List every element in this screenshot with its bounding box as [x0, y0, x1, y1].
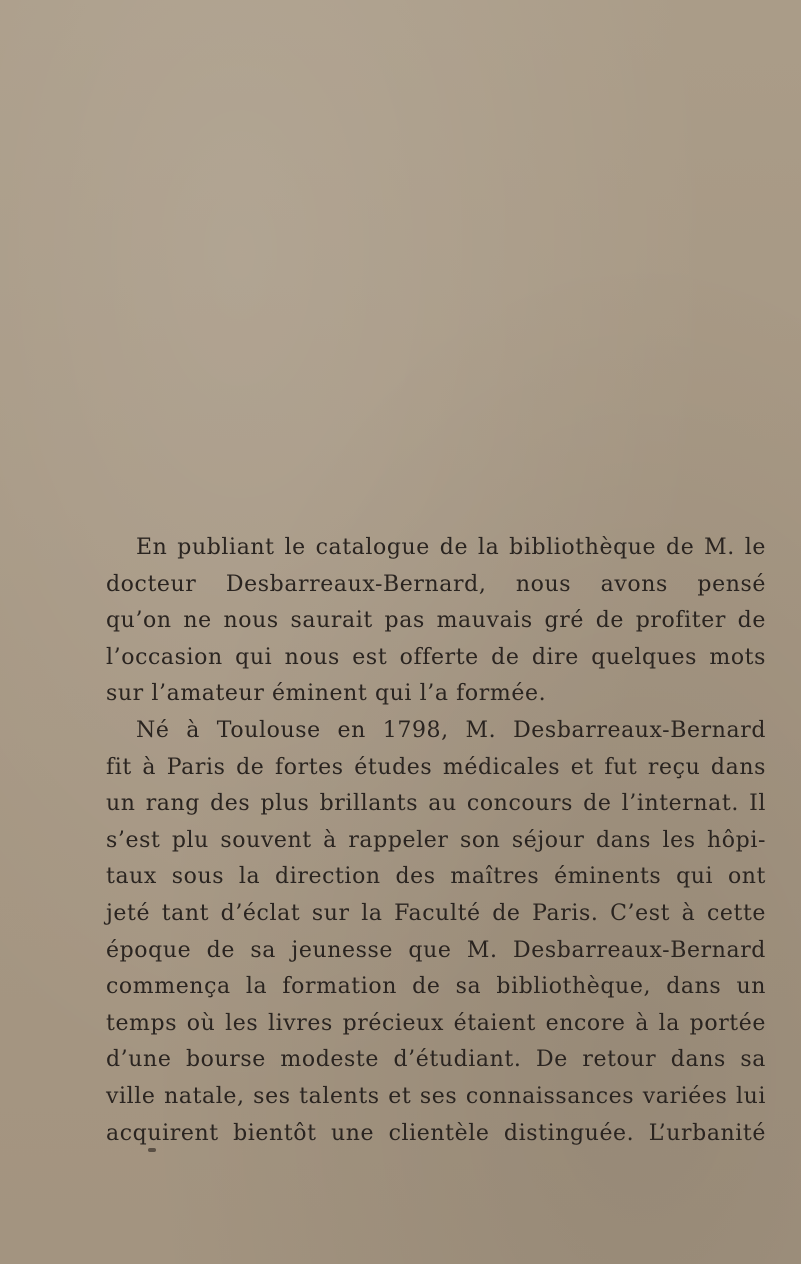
text-line: époque de sa jeunesse que M. Desbarreaux-Bernard [106, 937, 766, 963]
text-line: ville natale, ses talents et ses connaissances variées lui [106, 1083, 766, 1109]
text-line: jeté tant d’éclat sur la Faculté de Paris. C’est à cette [106, 900, 766, 926]
paragraph-1 [106, 530, 766, 713]
text-line: d’une bourse modeste d’étudiant. De retour dans sa [106, 1047, 766, 1073]
text-line: qu’on ne nous saurait pas mauvais gré de profiter de [106, 608, 766, 634]
text-line: acquirent bientôt une clientèle distinguée. L’urbanité [106, 1120, 766, 1146]
text-line: Né à Toulouse en 1798, M. Desbarreaux-Bernard [136, 717, 766, 743]
text-line: sur l’amateur éminent qui l’a formée. [106, 681, 547, 707]
text-line: En publiant le catalogue de la bibliothèque de M. le [136, 535, 766, 560]
text-line: un rang des plus brillants au concours de l’internat. Il [106, 791, 766, 817]
text-line: docteur Desbarreaux-Bernard, nous avons pensé [106, 571, 766, 597]
text-line: s’est plu souvent à rappeler son séjour dans les hôpi- [106, 827, 766, 853]
text-line: commença la formation de sa bibliothèque, dans un [106, 974, 766, 1000]
text-line: taux sous la direction des maîtres éminents qui ont [106, 864, 766, 890]
body-text [106, 530, 766, 1152]
text-line: fit à Paris de fortes études médicales et fut reçu dans [106, 754, 766, 780]
paragraph-2 [106, 713, 766, 1152]
ink-speck [148, 1148, 156, 1152]
text-line: temps où les livres précieux étaient encore à la portée [106, 1010, 766, 1036]
text-line: l’occasion qui nous est offerte de dire quelques mots [106, 644, 766, 670]
